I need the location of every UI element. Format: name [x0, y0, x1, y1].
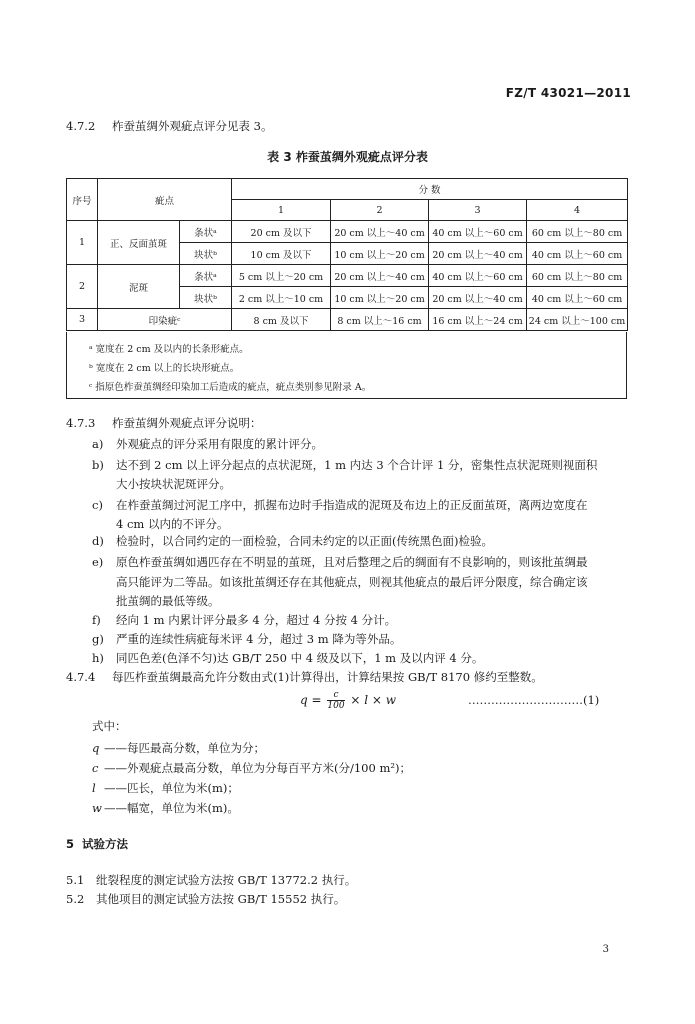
table-cell: 20 cm 以上～40 cm: [331, 265, 429, 287]
item-text: 严重的连续性病疵每米评 4 分，超过 3 m 降为等外品。: [116, 632, 402, 646]
clause-text: 纰裂程度的测定试验方法按 GB/T 13772.2 执行。: [96, 873, 357, 887]
item-text: 经向 1 m 内累计评分最多 4 分，超过 4 分按 4 分计。: [116, 613, 397, 627]
section-number: 5: [66, 837, 75, 851]
item-text: 检验时，以合同约定的一面检验，合同未约定的以正面(传统黑色面)检验。: [116, 534, 493, 548]
fraction-denominator: 100: [327, 701, 345, 711]
list-item: [92, 436, 323, 452]
table-row: [67, 309, 628, 331]
row-no: 2: [67, 265, 98, 309]
item-continuation: 高只能评为二等品。如该批茧绸还存在其他疵点，则视其他疵点的最后评分限度，综合确定该: [116, 575, 588, 589]
table-cell: 2 cm 以上～10 cm: [232, 287, 331, 309]
header-defect: 疵点: [98, 179, 232, 221]
clause-number: 5.2: [66, 892, 85, 906]
row-no: 1: [67, 221, 98, 265]
clause-4-7-2: [66, 118, 272, 134]
clause-text: 柞蚕茧绸外观疵点评分见表 3。: [112, 119, 273, 133]
formula-lhs: q =: [300, 693, 322, 707]
list-item: [92, 650, 483, 666]
symbol-definition: [92, 800, 239, 816]
standard-header: FZ/T 43021—2011: [505, 86, 631, 100]
clause-number: 5.1: [66, 873, 85, 887]
table-notes: [66, 332, 627, 399]
symbol: q: [92, 741, 100, 755]
table-row: [67, 265, 628, 287]
table-note: ᶜ 指原色柞蚕茧绸经印染加工后造成的疵点，疵点类别参见附录 A。: [89, 382, 372, 393]
table-cell: 20 cm 及以下: [232, 221, 331, 243]
list-item: [92, 612, 396, 628]
item-label: a): [92, 437, 104, 451]
item-label: b): [92, 458, 104, 472]
list-item: [92, 497, 588, 513]
header-score-1: 1: [232, 200, 331, 221]
row-subtype: 条状ᵃ: [180, 265, 232, 287]
table-cell: 40 cm 以上～60 cm: [429, 265, 527, 287]
symbol-desc: ——外观疵点最高分数，单位为分每百平方米(分/100 m²)；: [104, 761, 411, 775]
row-no: 3: [67, 309, 98, 331]
table-cell: 40 cm 以上～60 cm: [527, 287, 628, 309]
table-cell: 16 cm 以上～24 cm: [429, 309, 527, 331]
row-subtype: 块状ᵇ: [180, 243, 232, 265]
item-text: 同匹色差(色泽不匀)达 GB/T 250 中 4 级及以下，1 m 及以内评 4 分。: [116, 651, 484, 665]
table-cell: 10 cm 以上～20 cm: [331, 243, 429, 265]
clause-4-7-4: [66, 669, 543, 685]
table-cell: 8 cm 以上～16 cm: [331, 309, 429, 331]
page-number: 3: [602, 944, 609, 955]
clause-text: 其他项目的测定试验方法按 GB/T 15552 执行。: [96, 892, 346, 906]
header-score-2: 2: [331, 200, 429, 221]
table-cell: 20 cm 以上～40 cm: [331, 221, 429, 243]
item-continuation: 大小按块状泥斑评分。: [116, 477, 231, 491]
section-5-heading: [66, 836, 128, 852]
row-defect: 印染疵ᶜ: [98, 309, 232, 331]
item-text: 原色柞蚕茧绸如遇匹存在不明显的茧斑，且对后整理之后的绸面有不良影响的，则该批茧绸最: [116, 555, 588, 569]
symbol-definition: [92, 740, 265, 756]
list-item: [92, 631, 401, 647]
table-note: ᵃ 宽度在 2 cm 及以内的长条形疵点。: [89, 344, 249, 355]
table-cell: 20 cm 以上～40 cm: [429, 243, 527, 265]
formula-rhs: × l × w: [350, 693, 397, 707]
clause-number: 4.7.4: [66, 670, 96, 684]
symbol-desc: ——幅宽，单位为米(m)。: [104, 801, 239, 815]
table-row: [67, 221, 628, 243]
table-cell: 5 cm 以上～20 cm: [232, 265, 331, 287]
symbol: c: [92, 761, 99, 775]
symbol-desc: ——每匹最高分数，单位为分；: [104, 741, 265, 755]
symbol-definition: [92, 780, 239, 796]
symbol-definition: [92, 760, 411, 776]
clause-text: 柞蚕茧绸外观疵点评分说明：: [112, 416, 262, 430]
table-title: 表 3 柞蚕茧绸外观疵点评分表: [267, 150, 428, 164]
clause-number: 4.7.3: [66, 416, 96, 430]
list-item: [92, 533, 493, 549]
table-cell: 8 cm 及以下: [232, 309, 331, 331]
item-label: f): [92, 613, 101, 627]
section-title: 试验方法: [82, 837, 128, 851]
row-defect: 泥斑: [98, 265, 180, 309]
symbol: l: [92, 781, 96, 795]
list-item: [92, 554, 588, 570]
clause-5-2: [66, 891, 345, 907]
item-label: d): [92, 534, 104, 548]
header-score-3: 3: [429, 200, 527, 221]
table-cell: 10 cm 以上～20 cm: [331, 287, 429, 309]
table-cell: 40 cm 以上～60 cm: [527, 243, 628, 265]
formula-fraction: [327, 690, 344, 711]
table-note: ᵇ 宽度在 2 cm 以上的长块形疵点。: [89, 363, 240, 374]
table-cell: 10 cm 及以下: [232, 243, 331, 265]
item-label: e): [92, 555, 104, 569]
item-continuation: 4 cm 以内的不评分。: [116, 517, 229, 531]
header-no: 序号: [67, 179, 98, 221]
table-cell: 60 cm 以上～80 cm: [527, 265, 628, 287]
item-text: 外观疵点的评分采用有限度的累计评分。: [116, 437, 323, 451]
formula: [300, 690, 396, 711]
fraction-numerator: c: [327, 690, 344, 701]
clause-number: 4.7.2: [66, 119, 96, 133]
row-defect: 正、反面茧斑: [98, 221, 180, 265]
item-label: g): [92, 632, 104, 646]
item-text: 达不到 2 cm 以上评分起点的点状泥斑，1 m 内达 3 个合计评 1 分，密集性点状泥斑则视面积: [116, 458, 598, 472]
table-cell: 24 cm 以上～100 cm: [527, 309, 628, 331]
table-cell: 20 cm 以上～40 cm: [429, 287, 527, 309]
item-continuation: 批茧绸的最低等级。: [116, 594, 220, 608]
item-text: 在柞蚕茧绸过河泥工序中，抓握布边时手指造成的泥斑及布边上的正反面茧斑，离两边宽度在: [116, 498, 588, 512]
defect-score-table: [66, 178, 628, 331]
header-score: 分 数: [232, 179, 628, 200]
where-label: 式中：: [92, 719, 127, 733]
row-subtype: 条状ᵃ: [180, 221, 232, 243]
row-subtype: 块状ᵇ: [180, 287, 232, 309]
clause-text: 每匹柞蚕茧绸最高允许分数由式(1)计算得出，计算结果按 GB/T 8170 修约至整数。: [112, 670, 543, 684]
item-label: h): [92, 651, 104, 665]
equation-number: …………………………(1): [468, 693, 600, 707]
symbol: w: [92, 801, 102, 815]
header-score-4: 4: [527, 200, 628, 221]
list-item: [92, 457, 597, 473]
clause-5-1: [66, 872, 356, 888]
table-cell: 40 cm 以上～60 cm: [429, 221, 527, 243]
table-cell: 60 cm 以上～80 cm: [527, 221, 628, 243]
symbol-desc: ——匹长，单位为米(m)；: [104, 781, 239, 795]
item-label: c): [92, 498, 103, 512]
clause-4-7-3: [66, 415, 262, 431]
